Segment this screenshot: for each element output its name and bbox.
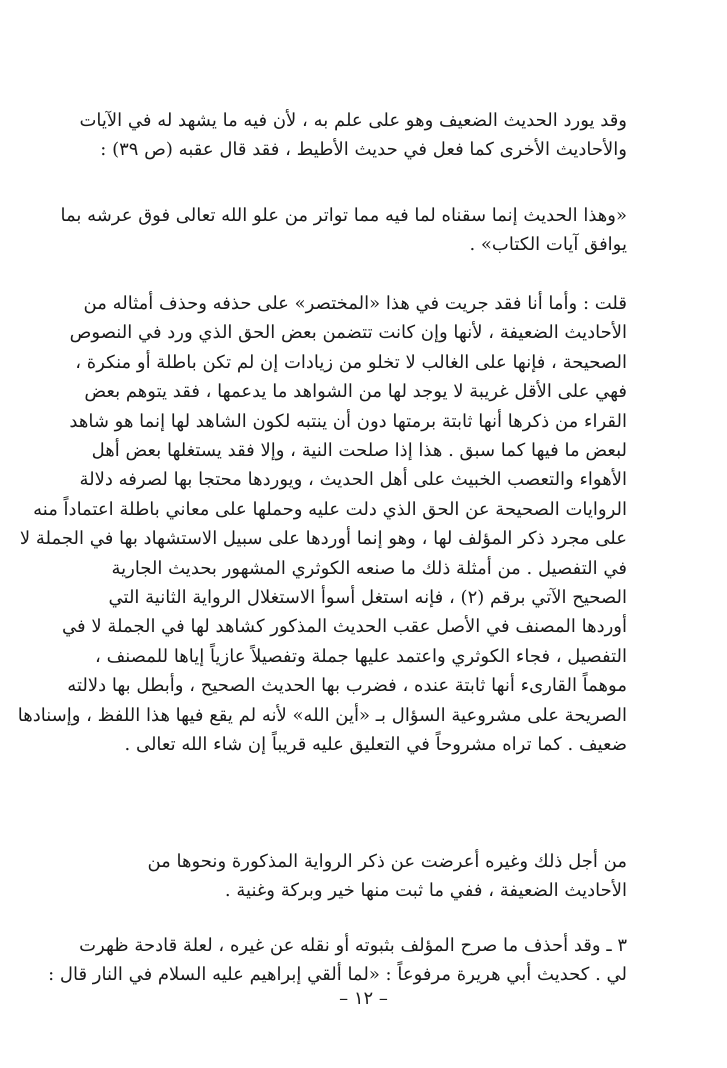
paragraph-4	[80, 847, 627, 907]
text-line: ٣ ـ وقد أحذف ما صرح المؤلف بثبوته أو نقله عن غيره ، لعلة قادحة ظهرت	[79, 935, 627, 956]
text-line: ضعيف . كما تراه مشروحاً في التعليق عليه قريباً إن شاء الله تعالى .	[124, 734, 627, 756]
paragraph-3	[17, 289, 627, 825]
text-line: «وهذا الحديث إنما سقناه لما فيه مما تواتر من علو الله تعالى فوق عرشه بما	[60, 205, 627, 226]
text-line: الأحاديث الضعيفة ، ففي ما ثبت منها خير وبركة وغنية .	[224, 880, 627, 902]
paragraph-5	[48, 931, 627, 991]
text-line: الأحاديث الضعيفة ، لأنها وإن كانت تتضمن بعض الحق الذي ورد في النصوص	[69, 322, 627, 344]
text-line: موهماً القارىء أنها ثابتة عنده ، فضرب بها الحديث الصحيح ، وأبطل بها دلالته	[67, 675, 627, 697]
text-line: على مجرد ذكر المؤلف لها ، وهو إنما أوردها على سبيل الاستشهاد بها في الجملة لا	[19, 528, 627, 550]
text-line: يوافق آيات الكتاب» .	[469, 234, 627, 256]
text-line: فهي على الأقل غريبة لا يوجد لها من الشواهد ما يدعمها ، فقد يتوهم بعض	[84, 381, 627, 403]
text-line: التفصيل ، فجاء الكوثري واعتمد عليها جملة وتفصيلاً عازياً إياها للمصنف ،	[95, 645, 627, 667]
paragraph-2-quote	[60, 201, 627, 265]
text-line: الروايات الصحيحة عن الحق الذي دلت عليه وحملها على معاني باطلة اعتماداً منه	[33, 498, 627, 520]
text-line: الصحيحة ، فإنها على الغالب لا تخلو من زيادات إن لم تكن باطلة أو منكرة ،	[75, 351, 627, 373]
paragraph-1	[80, 106, 627, 173]
text-line: الأهواء والتعصب الخبيث على أهل الحديث ، ويوردها محتجا بها لصرفه دلالة	[79, 469, 627, 491]
text-line: لي . كحديث أبي هريرة مرفوعاً : «لما ألقي إبراهيم عليه السلام في النار قال :	[48, 964, 627, 986]
text-line: في التفصيل . من أمثلة ذلك ما صنعه الكوثري المشهور بحديث الجارية	[111, 557, 627, 579]
text-line: والأحاديث الأخرى كما فعل في حديث الأطيط ، فقد قال عقبه (ص ٣٩) :	[100, 139, 627, 161]
text-line: قلت : وأما أنا فقد جريت في هذا «المختصر» على حذفه وحذف أمثاله من	[83, 293, 627, 314]
text-line: القراء من ذكرها أنها ثابتة برمتها دون أن ينتبه لكون الشاهد لها إنما هو شاهد	[69, 410, 627, 432]
text-line: لبعض ما فيها كما سبق . هذا إذا صلحت النية ، وإلا فقد يستغلها بعض أهل	[91, 440, 627, 462]
page-number: – ١٢ –	[339, 988, 388, 1009]
text-line: الصريحة على مشروعية السؤال بـ «أين الله» لأنه لم يقع فيها هذا اللفظ ، وإسنادها	[17, 704, 627, 726]
text-line: من أجل ذلك وغيره أعرضت عن ذكر الرواية المذكورة ونحوها من	[147, 851, 627, 872]
text-line: وقد يورد الحديث الضعيف وهو على علم به ، لأن فيه ما يشهد له في الآيات	[79, 110, 627, 131]
text-line: أوردها المصنف في الأصل عقب الحديث المذكور كشاهد لها في الجملة لا في	[62, 616, 627, 638]
text-line: الصحيح الآتي برقم (٢) ، فإنه استغل أسوأ الاستغلال الرواية الثانية التي	[108, 587, 627, 609]
